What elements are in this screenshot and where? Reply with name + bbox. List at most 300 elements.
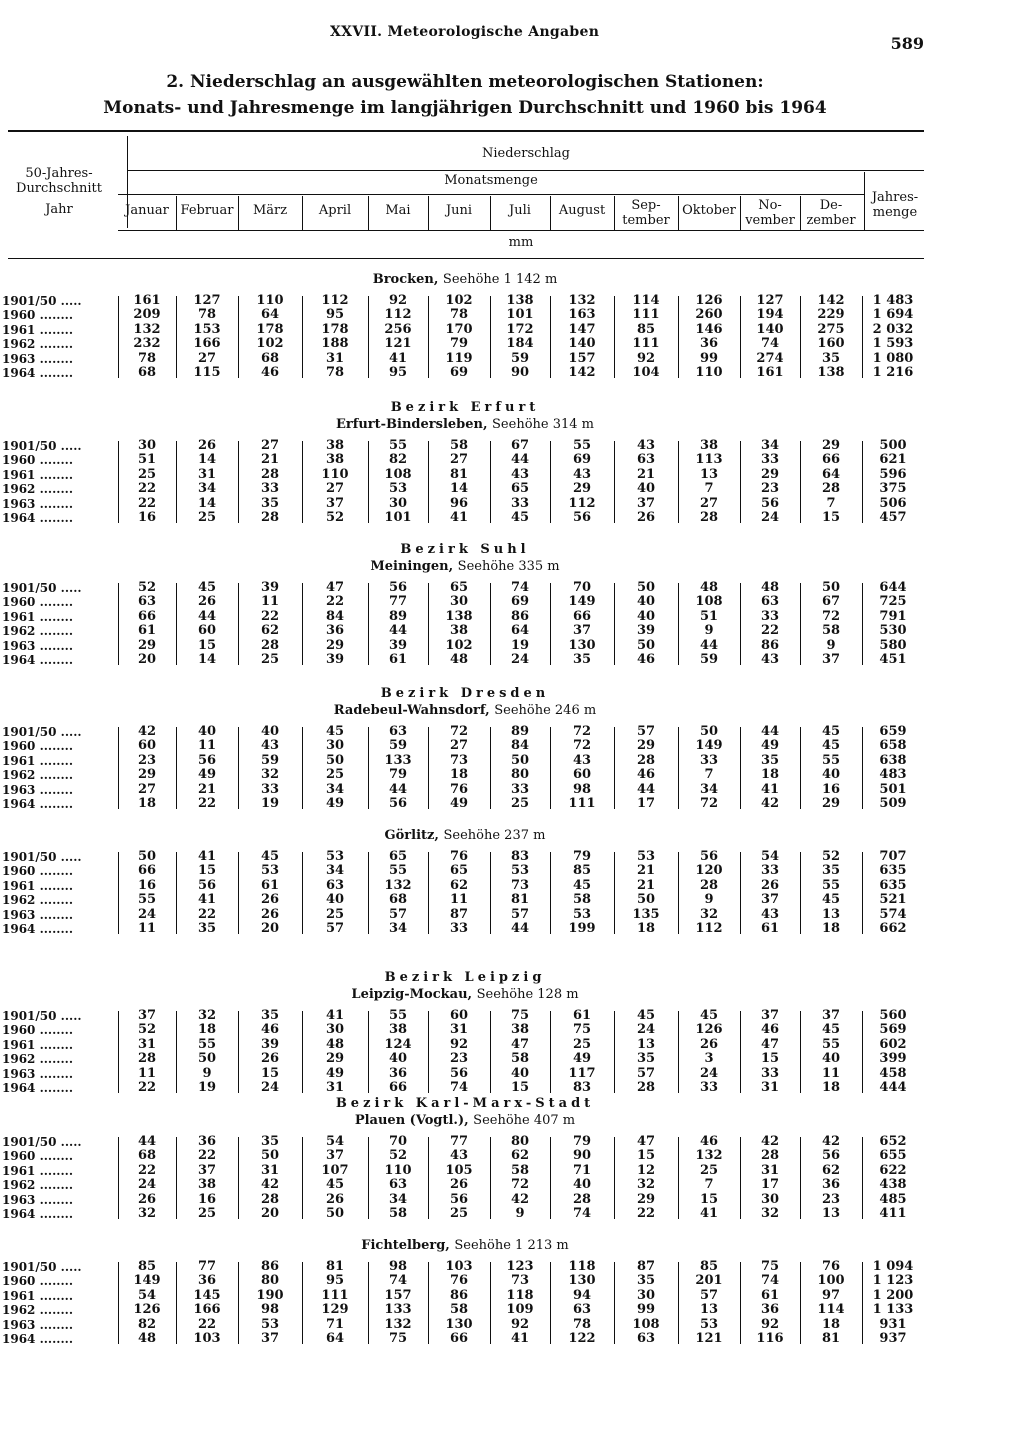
- value-cell: 40: [821, 767, 841, 783]
- station-heading: [0, 1238, 930, 1254]
- value-cell: 18: [821, 1316, 841, 1332]
- value-cell: 28: [760, 1148, 780, 1164]
- column-divider: [302, 852, 303, 934]
- column-divider: [862, 583, 863, 665]
- value-cell: 66: [821, 452, 841, 468]
- value-cell: 21: [636, 877, 656, 893]
- value-cell: 66: [449, 1331, 469, 1346]
- value-cell: 33: [760, 608, 780, 624]
- value-cell: 58: [572, 892, 592, 908]
- month-header-line-1: Mai: [385, 203, 411, 218]
- value-cell: 64: [260, 307, 280, 323]
- value-cell: 188: [321, 336, 349, 352]
- value-cell: 36: [325, 623, 345, 639]
- value-cell: 77: [197, 1259, 217, 1274]
- value-cell: 52: [388, 1148, 408, 1164]
- value-cell: 84: [325, 608, 345, 624]
- value-cell: 112: [321, 293, 349, 308]
- value-cell: 13: [636, 1036, 656, 1052]
- value-cell: 19: [197, 1080, 217, 1095]
- column-divider: [614, 852, 615, 934]
- value-cell: 73: [449, 752, 469, 768]
- column-divider: [368, 583, 369, 665]
- value-cell: 45: [699, 1008, 719, 1023]
- value-cell: 29: [325, 1051, 345, 1067]
- column-divider: [238, 583, 239, 665]
- value-cell: 40: [197, 724, 217, 739]
- column-divider: [238, 727, 239, 809]
- value-cell: 67: [510, 438, 530, 453]
- value-cell: 56: [197, 877, 217, 893]
- value-cell: 110: [384, 1162, 412, 1178]
- column-divider: [800, 583, 801, 665]
- value-cell: 14: [197, 652, 217, 667]
- value-cell: 38: [510, 1022, 530, 1038]
- value-cell: 45: [572, 877, 592, 893]
- value-cell: 142: [568, 365, 596, 380]
- value-cell: 85: [699, 1259, 719, 1274]
- value-cell: 157: [384, 1287, 412, 1303]
- running-head: XXVII. Meteorologische Angaben: [330, 24, 600, 40]
- value-cell: 580: [879, 637, 907, 653]
- value-cell: 37: [325, 1148, 345, 1164]
- column-divider: [740, 727, 741, 809]
- row-label: 1963 ........: [2, 496, 73, 511]
- value-cell: 48: [449, 652, 469, 667]
- value-cell: 16: [821, 781, 841, 797]
- value-cell: 662: [879, 921, 907, 936]
- value-cell: 76: [821, 1259, 841, 1274]
- value-cell: 26: [197, 438, 217, 453]
- value-cell: 96: [449, 495, 469, 511]
- value-cell: 19: [510, 637, 530, 653]
- value-cell: 16: [137, 877, 157, 893]
- annual-header-line-1: Jahres-: [871, 190, 919, 205]
- value-cell: 16: [197, 1191, 217, 1207]
- value-cell: 31: [197, 466, 217, 482]
- value-cell: 18: [449, 767, 469, 783]
- row-label: 1963 ........: [2, 1317, 73, 1332]
- value-cell: 57: [636, 1065, 656, 1081]
- value-cell: 63: [636, 1331, 656, 1346]
- value-cell: 59: [510, 350, 530, 366]
- value-cell: 55: [821, 752, 841, 768]
- station-name: Erfurt-Bindersleben,: [335, 417, 488, 432]
- value-cell: 68: [260, 350, 280, 366]
- column-divider: [740, 1011, 741, 1093]
- value-cell: 79: [388, 767, 408, 783]
- column-divider: [862, 296, 863, 378]
- value-cell: 138: [817, 365, 845, 380]
- value-cell: 31: [137, 1036, 157, 1052]
- value-cell: 29: [572, 481, 592, 497]
- value-cell: 98: [388, 1259, 408, 1274]
- value-cell: 18: [636, 921, 656, 936]
- value-cell: 67: [821, 594, 841, 610]
- value-cell: 49: [197, 767, 217, 783]
- value-cell: 153: [193, 321, 221, 337]
- value-cell: 31: [260, 1162, 280, 1178]
- column-divider: [238, 1262, 239, 1344]
- row-label: 1960 ........: [2, 453, 73, 468]
- value-cell: 13: [821, 1206, 841, 1221]
- column-divider: [614, 583, 615, 665]
- column-divider: [550, 1137, 551, 1219]
- value-cell: 127: [756, 293, 784, 308]
- value-cell: 74: [449, 1080, 469, 1095]
- value-cell: 521: [879, 892, 907, 908]
- value-cell: 72: [510, 1177, 530, 1193]
- value-cell: 46: [760, 1022, 780, 1038]
- value-cell: 120: [695, 863, 723, 879]
- value-cell: 110: [321, 466, 349, 482]
- value-cell: 76: [449, 849, 469, 864]
- value-cell: 115: [193, 365, 221, 380]
- month-header-line-1: Februar: [180, 203, 234, 218]
- value-cell: 45: [821, 724, 841, 739]
- month-header: [614, 198, 678, 228]
- value-cell: 31: [760, 1162, 780, 1178]
- value-cell: 70: [388, 1134, 408, 1149]
- value-cell: 41: [449, 510, 469, 525]
- value-cell: 61: [137, 623, 157, 639]
- value-cell: 256: [384, 321, 412, 337]
- value-cell: 60: [449, 1008, 469, 1023]
- value-cell: 37: [760, 1008, 780, 1023]
- station-elevation: Seehöhe 1 142 m: [442, 272, 558, 287]
- value-cell: 39: [388, 637, 408, 653]
- value-cell: 111: [632, 307, 660, 323]
- row-label: 1960 ........: [2, 1274, 73, 1289]
- row-label: 1961 ........: [2, 878, 73, 893]
- value-cell: 13: [821, 906, 841, 922]
- value-cell: 17: [636, 796, 656, 811]
- row-label: 1962 ........: [2, 1178, 73, 1193]
- value-cell: 509: [879, 796, 907, 811]
- value-cell: 126: [695, 1022, 723, 1038]
- value-cell: 47: [325, 580, 345, 595]
- column-divider: [614, 727, 615, 809]
- station-heading: [0, 703, 930, 719]
- value-cell: 35: [636, 1273, 656, 1289]
- value-cell: 22: [137, 481, 157, 497]
- value-cell: 41: [197, 849, 217, 864]
- column-divider: [176, 583, 177, 665]
- column-divider: [800, 296, 801, 378]
- value-cell: 60: [572, 767, 592, 783]
- value-cell: 53: [572, 906, 592, 922]
- value-cell: 61: [760, 1287, 780, 1303]
- value-cell: 82: [137, 1316, 157, 1332]
- value-cell: 51: [137, 452, 157, 468]
- value-cell: 27: [449, 738, 469, 754]
- row-label: 1964 ........: [2, 366, 73, 380]
- value-cell: 15: [699, 1191, 719, 1207]
- value-cell: 71: [325, 1316, 345, 1332]
- value-cell: 109: [506, 1302, 534, 1318]
- value-cell: 35: [260, 495, 280, 511]
- value-cell: 56: [388, 580, 408, 595]
- value-cell: 29: [325, 637, 345, 653]
- month-header: [490, 203, 550, 218]
- value-cell: 56: [699, 849, 719, 864]
- value-cell: 56: [572, 510, 592, 525]
- value-cell: 44: [388, 781, 408, 797]
- value-cell: 54: [325, 1134, 345, 1149]
- value-cell: 121: [695, 1331, 723, 1346]
- value-cell: 157: [568, 350, 596, 366]
- column-divider: [176, 296, 177, 378]
- value-cell: 63: [325, 877, 345, 893]
- value-cell: 37: [197, 1162, 217, 1178]
- value-cell: 40: [325, 892, 345, 908]
- station-elevation: Seehöhe 246 m: [494, 703, 597, 718]
- value-cell: 163: [568, 307, 596, 323]
- value-cell: 25: [699, 1162, 719, 1178]
- month-header-line-1: Sep-: [631, 198, 661, 213]
- value-cell: 140: [568, 336, 596, 352]
- value-cell: 130: [568, 637, 596, 653]
- column-divider: [862, 441, 863, 523]
- value-cell: 77: [449, 1134, 469, 1149]
- value-cell: 24: [760, 510, 780, 525]
- value-cell: 33: [510, 495, 530, 511]
- value-cell: 55: [821, 1036, 841, 1052]
- station-elevation: Seehöhe 335 m: [457, 559, 560, 574]
- month-header-line-2: tember: [622, 213, 670, 228]
- value-cell: 38: [197, 1177, 217, 1193]
- value-cell: 43: [760, 652, 780, 667]
- value-cell: 49: [449, 796, 469, 811]
- row-label: 1964 ........: [2, 511, 73, 525]
- value-cell: 30: [325, 738, 345, 754]
- column-divider: [550, 441, 551, 523]
- value-cell: 34: [325, 863, 345, 879]
- value-cell: 43: [260, 738, 280, 754]
- value-cell: 49: [325, 796, 345, 811]
- value-cell: 12: [636, 1162, 656, 1178]
- column-divider: [800, 852, 801, 934]
- value-cell: 79: [572, 1134, 592, 1149]
- value-cell: 53: [260, 1316, 280, 1332]
- value-cell: 42: [260, 1177, 280, 1193]
- value-cell: 39: [260, 580, 280, 595]
- station-elevation: Seehöhe 237 m: [443, 828, 546, 843]
- month-header: [800, 198, 862, 228]
- row-label: 1962 ........: [2, 893, 73, 908]
- value-cell: 36: [821, 1177, 841, 1193]
- column-divider: [490, 852, 491, 934]
- row-label: 1961 ........: [2, 1163, 73, 1178]
- left-header-line-3: Jahr: [45, 202, 73, 217]
- value-cell: 28: [260, 1191, 280, 1207]
- value-cell: 1 694: [872, 307, 914, 323]
- value-cell: 103: [445, 1259, 473, 1274]
- value-cell: 560: [879, 1008, 907, 1023]
- value-cell: 63: [388, 1177, 408, 1193]
- row-label: 1961 ........: [2, 1288, 73, 1303]
- bezirk-heading: Bezirk Erfurt: [390, 400, 540, 415]
- page-number: 589: [890, 34, 924, 53]
- value-cell: 602: [879, 1036, 907, 1052]
- value-cell: 55: [821, 877, 841, 893]
- row-label: 1963 ........: [2, 782, 73, 797]
- value-cell: 46: [636, 767, 656, 783]
- value-cell: 146: [695, 321, 723, 337]
- value-cell: 46: [699, 1134, 719, 1149]
- value-cell: 458: [879, 1065, 907, 1081]
- value-cell: 485: [879, 1191, 907, 1207]
- row-label: 1901/50 .....: [2, 850, 82, 864]
- value-cell: 40: [388, 1051, 408, 1067]
- value-cell: 26: [449, 1177, 469, 1193]
- value-cell: 26: [260, 1051, 280, 1067]
- column-divider: [490, 583, 491, 665]
- value-cell: 29: [821, 438, 841, 453]
- column-divider: [368, 1262, 369, 1344]
- column-divider: [678, 583, 679, 665]
- value-cell: 27: [197, 350, 217, 366]
- value-cell: 18: [197, 1022, 217, 1038]
- station-elevation: Seehöhe 407 m: [473, 1113, 576, 1128]
- value-cell: 209: [133, 307, 161, 323]
- value-cell: 38: [388, 1022, 408, 1038]
- value-cell: 36: [197, 1134, 217, 1149]
- value-cell: 33: [260, 481, 280, 497]
- value-cell: 40: [636, 608, 656, 624]
- bezirk-heading: Bezirk Leipzig: [384, 970, 546, 985]
- value-cell: 92: [636, 350, 656, 366]
- value-cell: 44: [636, 781, 656, 797]
- value-cell: 35: [760, 752, 780, 768]
- column-divider: [862, 1262, 863, 1344]
- value-cell: 50: [260, 1148, 280, 1164]
- annual-header: [864, 190, 926, 220]
- column-divider: [118, 1011, 119, 1093]
- value-cell: 149: [568, 594, 596, 610]
- month-header: [678, 203, 740, 218]
- value-cell: 20: [260, 1206, 280, 1221]
- value-cell: 57: [636, 724, 656, 739]
- value-cell: 622: [879, 1162, 907, 1178]
- row-label: 1960 ........: [2, 864, 73, 879]
- column-divider: [614, 1137, 615, 1219]
- column-divider: [800, 1137, 801, 1219]
- value-cell: 124: [384, 1036, 412, 1052]
- column-divider: [490, 296, 491, 378]
- value-cell: 76: [449, 1273, 469, 1289]
- value-cell: 62: [510, 1148, 530, 1164]
- month-header: [238, 203, 302, 218]
- column-divider: [302, 1262, 303, 1344]
- column-divider: [176, 441, 177, 523]
- value-cell: 81: [821, 1331, 841, 1346]
- value-cell: 86: [760, 637, 780, 653]
- column-divider: [302, 1137, 303, 1219]
- column-divider: [302, 583, 303, 665]
- station-name: Plauen (Vogtl.),: [354, 1113, 469, 1128]
- value-cell: 72: [821, 608, 841, 624]
- row-label: 1964 ........: [2, 1332, 73, 1346]
- value-cell: 9: [202, 1065, 212, 1081]
- column-divider: [550, 727, 551, 809]
- value-cell: 33: [699, 752, 719, 768]
- value-cell: 28: [572, 1191, 592, 1207]
- column-divider: [368, 296, 369, 378]
- value-cell: 33: [760, 1065, 780, 1081]
- value-cell: 53: [699, 1316, 719, 1332]
- value-cell: 64: [821, 466, 841, 482]
- value-cell: 103: [193, 1331, 221, 1346]
- value-cell: 72: [572, 724, 592, 739]
- value-cell: 102: [445, 293, 473, 308]
- value-cell: 94: [572, 1287, 592, 1303]
- value-cell: 658: [879, 738, 907, 754]
- station-elevation: Seehöhe 1 213 m: [454, 1238, 569, 1253]
- station-name: Meiningen,: [370, 559, 454, 574]
- value-cell: 7: [704, 1177, 714, 1193]
- value-cell: 113: [695, 452, 723, 468]
- value-cell: 27: [449, 452, 469, 468]
- column-divider: [302, 441, 303, 523]
- value-cell: 18: [760, 767, 780, 783]
- month-header: [740, 198, 800, 228]
- value-cell: 37: [760, 892, 780, 908]
- unit-rule-top: [118, 230, 924, 231]
- value-cell: 37: [821, 652, 841, 667]
- value-cell: 13: [699, 466, 719, 482]
- value-cell: 97: [821, 1287, 841, 1303]
- month-header-line-1: De-: [819, 198, 843, 213]
- value-cell: 90: [510, 365, 530, 380]
- value-cell: 81: [449, 466, 469, 482]
- value-cell: 118: [506, 1287, 534, 1303]
- value-cell: 56: [197, 752, 217, 768]
- column-divider: [428, 583, 429, 665]
- value-cell: 74: [388, 1273, 408, 1289]
- value-cell: 25: [197, 510, 217, 525]
- row-label: 1960 ........: [2, 1149, 73, 1164]
- value-cell: 25: [260, 652, 280, 667]
- column-divider: [428, 1262, 429, 1344]
- value-cell: 791: [879, 608, 907, 624]
- row-label: 1961 ........: [2, 467, 73, 482]
- column-divider: [678, 1011, 679, 1093]
- value-cell: 161: [133, 293, 161, 308]
- value-cell: 108: [695, 594, 723, 610]
- value-cell: 635: [879, 877, 907, 893]
- value-cell: 44: [510, 921, 530, 936]
- row-label: 1964 ........: [2, 1081, 73, 1095]
- station-heading: [0, 559, 930, 575]
- value-cell: 56: [449, 1065, 469, 1081]
- value-cell: 65: [388, 849, 408, 864]
- column-divider: [238, 1137, 239, 1219]
- value-cell: 229: [817, 307, 845, 323]
- value-cell: 132: [133, 321, 161, 337]
- value-cell: 15: [636, 1148, 656, 1164]
- value-cell: 33: [760, 452, 780, 468]
- row-label: 1961 ........: [2, 322, 73, 337]
- value-cell: 30: [388, 495, 408, 511]
- station-name: Görlitz,: [384, 828, 439, 843]
- value-cell: 26: [260, 906, 280, 922]
- value-cell: 41: [388, 350, 408, 366]
- value-cell: 98: [572, 781, 592, 797]
- value-cell: 22: [197, 906, 217, 922]
- monatsmenge-rule: [118, 194, 864, 195]
- value-cell: 11: [821, 1065, 841, 1081]
